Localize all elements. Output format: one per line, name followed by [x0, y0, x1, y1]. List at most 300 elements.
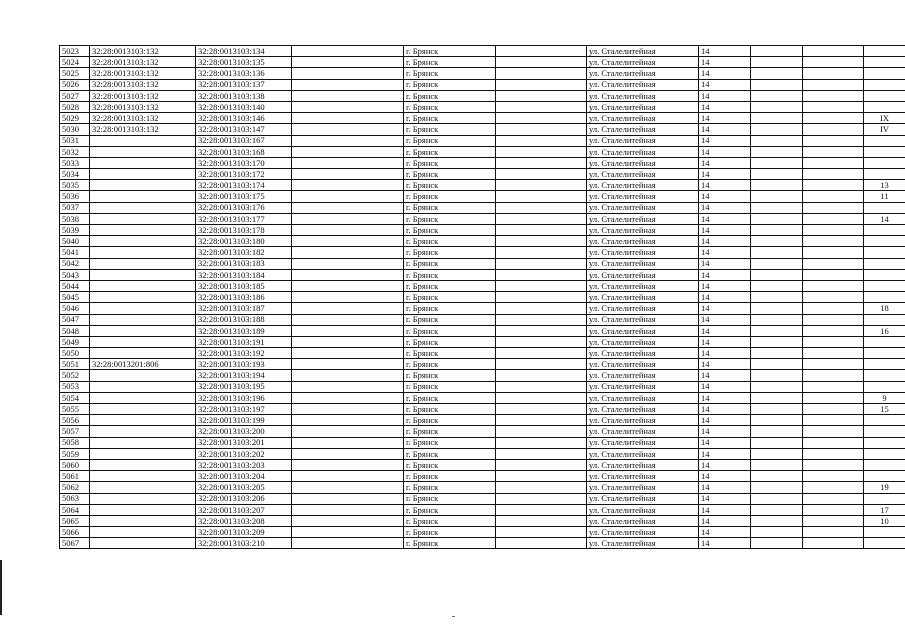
city-cell: г. Брянск: [404, 527, 496, 538]
building-number-cell: [864, 527, 905, 538]
street-cell: ул. Сталелитейная: [587, 325, 699, 336]
table-row: [60, 538, 905, 549]
house-number-cell: 14: [699, 157, 751, 168]
empty-cell: [292, 191, 404, 202]
empty-cell: [803, 202, 864, 213]
street-cell: ул. Сталелитейная: [587, 202, 699, 213]
cadastral-number-cell: 32:28:0013103:174: [196, 180, 292, 191]
empty-cell: [803, 459, 864, 470]
street-cell: ул. Сталелитейная: [587, 46, 699, 57]
cadastral-number-cell: 32:28:0013103:193: [196, 359, 292, 370]
empty-cell: [292, 157, 404, 168]
empty-cell: [496, 280, 587, 291]
street-cell: ул. Сталелитейная: [587, 169, 699, 180]
building-number-cell: [864, 135, 905, 146]
empty-cell: [751, 404, 803, 415]
empty-cell: [292, 90, 404, 101]
parent-cadastral-cell: 32:28:0013201:806: [90, 359, 196, 370]
cadastral-number-cell: 32:28:0013103:175: [196, 191, 292, 202]
street-cell: ул. Сталелитейная: [587, 448, 699, 459]
city-cell: г. Брянск: [404, 359, 496, 370]
table-row: [60, 348, 905, 359]
city-cell: г. Брянск: [404, 448, 496, 459]
empty-cell: [292, 57, 404, 68]
parent-cadastral-cell: [90, 336, 196, 347]
city-cell: г. Брянск: [404, 169, 496, 180]
empty-cell: [803, 146, 864, 157]
empty-cell: [496, 269, 587, 280]
table-row: [60, 113, 905, 124]
building-number-cell: [864, 348, 905, 359]
house-number-cell: 14: [699, 213, 751, 224]
empty-cell: [292, 247, 404, 258]
parent-cadastral-cell: [90, 247, 196, 258]
empty-cell: [496, 325, 587, 336]
street-cell: ул. Сталелитейная: [587, 292, 699, 303]
row-number-cell: 5037: [60, 202, 90, 213]
parent-cadastral-cell: [90, 225, 196, 236]
empty-cell: [751, 538, 803, 549]
empty-cell: [803, 280, 864, 291]
table-row: [60, 437, 905, 448]
house-number-cell: 14: [699, 202, 751, 213]
row-number-cell: 5054: [60, 392, 90, 403]
cadastral-number-cell: 32:28:0013103:146: [196, 113, 292, 124]
cadastral-number-cell: 32:28:0013103:194: [196, 370, 292, 381]
parent-cadastral-cell: [90, 314, 196, 325]
city-cell: г. Брянск: [404, 258, 496, 269]
street-cell: ул. Сталелитейная: [587, 135, 699, 146]
row-number-cell: 5024: [60, 57, 90, 68]
cadastral-number-cell: 32:28:0013103:204: [196, 471, 292, 482]
empty-cell: [292, 404, 404, 415]
parent-cadastral-cell: [90, 280, 196, 291]
building-number-cell: 19: [864, 482, 905, 493]
building-number-cell: [864, 146, 905, 157]
empty-cell: [803, 124, 864, 135]
parent-cadastral-cell: [90, 213, 196, 224]
street-cell: ул. Сталелитейная: [587, 493, 699, 504]
empty-cell: [751, 124, 803, 135]
building-number-cell: [864, 68, 905, 79]
table-row: [60, 124, 905, 135]
cadastral-number-cell: 32:28:0013103:187: [196, 303, 292, 314]
empty-cell: [751, 225, 803, 236]
street-cell: ул. Сталелитейная: [587, 213, 699, 224]
cadastral-number-cell: 32:28:0013103:176: [196, 202, 292, 213]
table-row: [60, 269, 905, 280]
empty-cell: [496, 225, 587, 236]
empty-cell: [292, 437, 404, 448]
empty-cell: [803, 515, 864, 526]
house-number-cell: 14: [699, 415, 751, 426]
empty-cell: [751, 381, 803, 392]
empty-cell: [803, 493, 864, 504]
row-number-cell: 5023: [60, 46, 90, 57]
empty-cell: [803, 135, 864, 146]
house-number-cell: 14: [699, 515, 751, 526]
parent-cadastral-cell: [90, 348, 196, 359]
empty-cell: [496, 68, 587, 79]
building-number-cell: 18: [864, 303, 905, 314]
building-number-cell: [864, 225, 905, 236]
building-number-cell: [864, 336, 905, 347]
building-number-cell: [864, 448, 905, 459]
empty-cell: [496, 348, 587, 359]
row-number-cell: 5057: [60, 426, 90, 437]
city-cell: г. Брянск: [404, 292, 496, 303]
parent-cadastral-cell: [90, 426, 196, 437]
city-cell: г. Брянск: [404, 57, 496, 68]
house-number-cell: 14: [699, 247, 751, 258]
row-number-cell: 5041: [60, 247, 90, 258]
row-number-cell: 5031: [60, 135, 90, 146]
building-number-cell: [864, 247, 905, 258]
empty-cell: [292, 515, 404, 526]
city-cell: г. Брянск: [404, 348, 496, 359]
empty-cell: [751, 113, 803, 124]
city-cell: г. Брянск: [404, 303, 496, 314]
building-number-cell: [864, 157, 905, 168]
house-number-cell: 14: [699, 269, 751, 280]
city-cell: г. Брянск: [404, 381, 496, 392]
cadastral-number-cell: 32:28:0013103:183: [196, 258, 292, 269]
building-number-cell: 14: [864, 213, 905, 224]
street-cell: ул. Сталелитейная: [587, 459, 699, 470]
street-cell: ул. Сталелитейная: [587, 471, 699, 482]
house-number-cell: 14: [699, 79, 751, 90]
cadastral-number-cell: 32:28:0013103:210: [196, 538, 292, 549]
row-number-cell: 5062: [60, 482, 90, 493]
house-number-cell: 14: [699, 180, 751, 191]
city-cell: г. Брянск: [404, 146, 496, 157]
empty-cell: [496, 314, 587, 325]
city-cell: г. Брянск: [404, 79, 496, 90]
empty-cell: [496, 459, 587, 470]
empty-cell: [292, 381, 404, 392]
house-number-cell: 14: [699, 280, 751, 291]
city-cell: г. Брянск: [404, 280, 496, 291]
empty-cell: [496, 146, 587, 157]
building-number-cell: [864, 57, 905, 68]
empty-cell: [803, 269, 864, 280]
empty-cell: [803, 258, 864, 269]
city-cell: г. Брянск: [404, 482, 496, 493]
empty-cell: [751, 258, 803, 269]
empty-cell: [292, 202, 404, 213]
empty-cell: [496, 336, 587, 347]
cadastral-number-cell: 32:28:0013103:167: [196, 135, 292, 146]
empty-cell: [751, 68, 803, 79]
building-number-cell: [864, 79, 905, 90]
cadastral-number-cell: 32:28:0013103:200: [196, 426, 292, 437]
empty-cell: [496, 392, 587, 403]
parent-cadastral-cell: [90, 157, 196, 168]
building-number-cell: [864, 169, 905, 180]
table-row: [60, 213, 905, 224]
empty-cell: [496, 46, 587, 57]
building-number-cell: [864, 314, 905, 325]
row-number-cell: 5055: [60, 404, 90, 415]
empty-cell: [751, 437, 803, 448]
table-row: [60, 191, 905, 202]
empty-cell: [803, 169, 864, 180]
row-number-cell: 5025: [60, 68, 90, 79]
table-row: [60, 101, 905, 112]
empty-cell: [803, 79, 864, 90]
empty-cell: [292, 527, 404, 538]
street-cell: ул. Сталелитейная: [587, 392, 699, 403]
empty-cell: [751, 169, 803, 180]
cadastral-number-cell: 32:28:0013103:186: [196, 292, 292, 303]
building-number-cell: [864, 459, 905, 470]
table-row: [60, 236, 905, 247]
row-number-cell: 5028: [60, 101, 90, 112]
empty-cell: [751, 415, 803, 426]
row-number-cell: 5050: [60, 348, 90, 359]
row-number-cell: 5026: [60, 79, 90, 90]
row-number-cell: 5046: [60, 303, 90, 314]
building-number-cell: 17: [864, 504, 905, 515]
cadastral-number-cell: 32:28:0013103:168: [196, 146, 292, 157]
house-number-cell: 14: [699, 101, 751, 112]
cadastral-number-cell: 32:28:0013103:134: [196, 46, 292, 57]
empty-cell: [496, 538, 587, 549]
empty-cell: [496, 57, 587, 68]
empty-cell: [292, 68, 404, 79]
registry-table: [59, 45, 905, 549]
empty-cell: [496, 101, 587, 112]
empty-cell: [496, 493, 587, 504]
table-row: [60, 392, 905, 403]
cadastral-number-cell: 32:28:0013103:209: [196, 527, 292, 538]
cadastral-number-cell: 32:28:0013103:178: [196, 225, 292, 236]
empty-cell: [751, 426, 803, 437]
empty-cell: [803, 113, 864, 124]
empty-cell: [751, 348, 803, 359]
house-number-cell: 14: [699, 471, 751, 482]
empty-cell: [751, 79, 803, 90]
empty-cell: [292, 370, 404, 381]
parent-cadastral-cell: [90, 269, 196, 280]
cadastral-number-cell: 32:28:0013103:199: [196, 415, 292, 426]
parent-cadastral-cell: [90, 515, 196, 526]
cadastral-number-cell: 32:28:0013103:206: [196, 493, 292, 504]
row-number-cell: 5043: [60, 269, 90, 280]
cadastral-number-cell: 32:28:0013103:191: [196, 336, 292, 347]
empty-cell: [751, 101, 803, 112]
empty-cell: [292, 359, 404, 370]
row-number-cell: 5049: [60, 336, 90, 347]
house-number-cell: 14: [699, 236, 751, 247]
empty-cell: [496, 169, 587, 180]
parent-cadastral-cell: [90, 236, 196, 247]
building-number-cell: [864, 493, 905, 504]
empty-cell: [496, 504, 587, 515]
empty-cell: [496, 202, 587, 213]
parent-cadastral-cell: [90, 482, 196, 493]
parent-cadastral-cell: [90, 459, 196, 470]
city-cell: г. Брянск: [404, 247, 496, 258]
empty-cell: [496, 247, 587, 258]
empty-cell: [496, 292, 587, 303]
street-cell: ул. Сталелитейная: [587, 225, 699, 236]
cadastral-number-cell: 32:28:0013103:180: [196, 236, 292, 247]
empty-cell: [292, 225, 404, 236]
empty-cell: [292, 146, 404, 157]
empty-cell: [751, 269, 803, 280]
parent-cadastral-cell: 32:28:0013103:132: [90, 101, 196, 112]
row-number-cell: 5067: [60, 538, 90, 549]
empty-cell: [803, 68, 864, 79]
parent-cadastral-cell: 32:28:0013103:132: [90, 46, 196, 57]
table-row: [60, 169, 905, 180]
empty-cell: [496, 90, 587, 101]
empty-cell: [751, 325, 803, 336]
empty-cell: [751, 336, 803, 347]
city-cell: г. Брянск: [404, 157, 496, 168]
city-cell: г. Брянск: [404, 504, 496, 515]
empty-cell: [803, 225, 864, 236]
parent-cadastral-cell: [90, 381, 196, 392]
empty-cell: [751, 493, 803, 504]
street-cell: ул. Сталелитейная: [587, 504, 699, 515]
table-row: [60, 57, 905, 68]
cadastral-number-cell: 32:28:0013103:140: [196, 101, 292, 112]
table-row: [60, 325, 905, 336]
table-row: [60, 459, 905, 470]
empty-cell: [292, 269, 404, 280]
building-number-cell: [864, 101, 905, 112]
street-cell: ул. Сталелитейная: [587, 314, 699, 325]
empty-cell: [292, 292, 404, 303]
row-number-cell: 5044: [60, 280, 90, 291]
empty-cell: [496, 404, 587, 415]
house-number-cell: 14: [699, 348, 751, 359]
table-row: [60, 247, 905, 258]
house-number-cell: 14: [699, 292, 751, 303]
street-cell: ул. Сталелитейная: [587, 180, 699, 191]
cadastral-number-cell: 32:28:0013103:185: [196, 280, 292, 291]
empty-cell: [292, 426, 404, 437]
street-cell: ул. Сталелитейная: [587, 68, 699, 79]
house-number-cell: 14: [699, 404, 751, 415]
empty-cell: [751, 191, 803, 202]
house-number-cell: 14: [699, 169, 751, 180]
cadastral-number-cell: 32:28:0013103:197: [196, 404, 292, 415]
table-row: [60, 180, 905, 191]
street-cell: ул. Сталелитейная: [587, 437, 699, 448]
row-number-cell: 5061: [60, 471, 90, 482]
building-number-cell: [864, 415, 905, 426]
street-cell: ул. Сталелитейная: [587, 258, 699, 269]
empty-cell: [292, 336, 404, 347]
city-cell: г. Брянск: [404, 135, 496, 146]
cadastral-number-cell: 32:28:0013103:201: [196, 437, 292, 448]
table-row: [60, 426, 905, 437]
city-cell: г. Брянск: [404, 180, 496, 191]
cadastral-number-cell: 32:28:0013103:202: [196, 448, 292, 459]
empty-cell: [803, 482, 864, 493]
empty-cell: [292, 314, 404, 325]
city-cell: г. Брянск: [404, 113, 496, 124]
empty-cell: [292, 493, 404, 504]
empty-cell: [292, 236, 404, 247]
row-number-cell: 5034: [60, 169, 90, 180]
row-number-cell: 5030: [60, 124, 90, 135]
row-number-cell: 5035: [60, 180, 90, 191]
building-number-cell: [864, 381, 905, 392]
city-cell: г. Брянск: [404, 392, 496, 403]
city-cell: г. Брянск: [404, 269, 496, 280]
page-dot-mark: [452, 616, 455, 617]
empty-cell: [803, 348, 864, 359]
building-number-cell: [864, 90, 905, 101]
empty-cell: [751, 90, 803, 101]
building-number-cell: 15: [864, 404, 905, 415]
empty-cell: [496, 415, 587, 426]
parent-cadastral-cell: [90, 392, 196, 403]
empty-cell: [803, 504, 864, 515]
empty-cell: [751, 504, 803, 515]
parent-cadastral-cell: 32:28:0013103:132: [90, 90, 196, 101]
parent-cadastral-cell: [90, 146, 196, 157]
table-row: [60, 471, 905, 482]
table-row: [60, 370, 905, 381]
city-cell: г. Брянск: [404, 90, 496, 101]
street-cell: ул. Сталелитейная: [587, 157, 699, 168]
city-cell: г. Брянск: [404, 124, 496, 135]
street-cell: ул. Сталелитейная: [587, 527, 699, 538]
row-number-cell: 5032: [60, 146, 90, 157]
building-number-cell: [864, 370, 905, 381]
table-row: [60, 359, 905, 370]
building-number-cell: [864, 258, 905, 269]
street-cell: ул. Сталелитейная: [587, 236, 699, 247]
table-row: [60, 404, 905, 415]
city-cell: г. Брянск: [404, 46, 496, 57]
street-cell: ул. Сталелитейная: [587, 280, 699, 291]
cadastral-number-cell: 32:28:0013103:207: [196, 504, 292, 515]
parent-cadastral-cell: [90, 437, 196, 448]
empty-cell: [292, 415, 404, 426]
empty-cell: [496, 113, 587, 124]
city-cell: г. Брянск: [404, 236, 496, 247]
table-row: [60, 68, 905, 79]
empty-cell: [751, 157, 803, 168]
empty-cell: [803, 90, 864, 101]
parent-cadastral-cell: [90, 370, 196, 381]
building-number-cell: [864, 538, 905, 549]
empty-cell: [751, 471, 803, 482]
row-number-cell: 5066: [60, 527, 90, 538]
empty-cell: [292, 124, 404, 135]
building-number-cell: [864, 280, 905, 291]
house-number-cell: 14: [699, 46, 751, 57]
empty-cell: [496, 303, 587, 314]
parent-cadastral-cell: [90, 527, 196, 538]
row-number-cell: 5060: [60, 459, 90, 470]
empty-cell: [496, 157, 587, 168]
building-number-cell: 13: [864, 180, 905, 191]
house-number-cell: 14: [699, 482, 751, 493]
row-number-cell: 5027: [60, 90, 90, 101]
empty-cell: [751, 392, 803, 403]
city-cell: г. Брянск: [404, 404, 496, 415]
empty-cell: [496, 124, 587, 135]
empty-cell: [292, 79, 404, 90]
parent-cadastral-cell: 32:28:0013103:132: [90, 57, 196, 68]
